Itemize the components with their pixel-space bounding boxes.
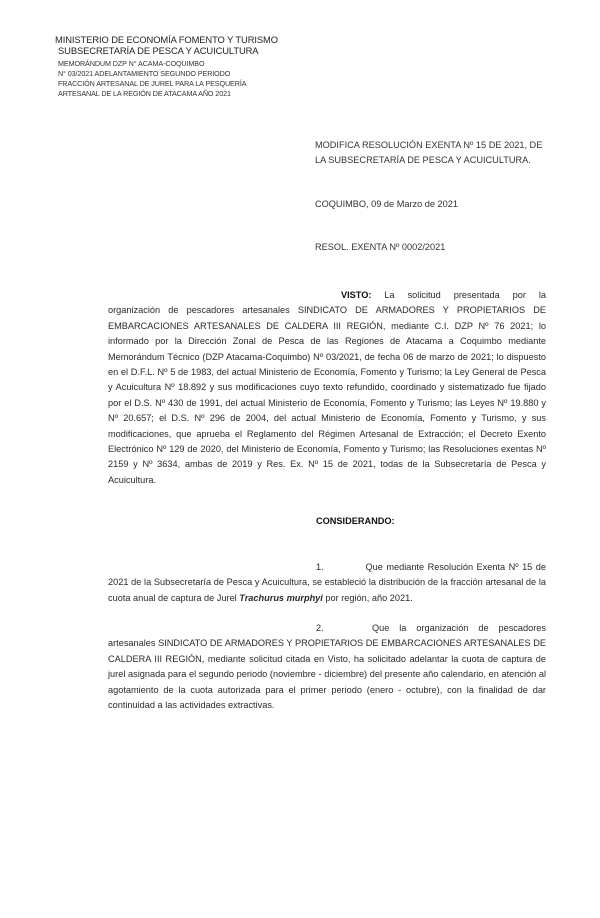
item-text: Que mediante Resolución Exenta Nº 15 de 2021 de la Subsecretaría de Pesca y Acuicultura, se estableció la distribución de la fracción artesanal de la cuota anual de captura de Jurel [108, 562, 546, 603]
visto-label: VISTO: [341, 290, 372, 300]
memo-line: MEMORÁNDUM DZP N° ACAMA-COQUIMBO [58, 59, 205, 68]
visto-text: La solicitud presentada por la organización de pescadores artesanales SINDICATO DE ARMADORES Y PROPIETARIOS DE EMBARCACIONES ARTESANALES DE CALDERA III REGIÓN, mediante C.I. DZP Nº 76 2021; lo informado por la Dirección Zonal de Pesca de las Regiones de Atacama a Coquimbo mediante Memorándum Técnico (DZP Atacama-Coquimbo) Nº 03/2021, de fecha 06 de marzo de 2021; lo dispuesto en el D.F.L. Nº 5 de 1983, del actual Ministerio de Economía, Fomento y Turismo; la Ley General de Pesca y Acuicultura Nº 18.892 y sus modificaciones cuyo texto refundido, coordinado y sistematizado fue fijado por el D.S. Nº 430 de 1991, del actual Ministerio de Economía, Fomento y Turismo; las Leyes Nº 19.880 y Nº 20.657; el D.S. Nº 296 de 2004, del actual Ministerio de Economía, Fomento y Turismo, y sus modificaciones, que aprueba el Reglamento del Régimen Artesanal de Extracción; el Decreto Exento Electrónico Nº 129 de 2020, del Ministerio de Economía, Fomento y Turismo; las Resoluciones exentas Nº 2159 y Nº 3634, ambas de 2019 y Res. Ex. Nº 15 de 2021, todas de la Subsecretaría de Pesca y Acuicultura. [108, 290, 546, 485]
item-number: 1. [316, 562, 324, 572]
considerando-heading: CONSIDERANDO: [316, 516, 395, 526]
item-text-end: por región, año 2021. [325, 592, 413, 603]
memo-line: ARTESANAL DE LA REGIÓN DE ATACAMA AÑO 2021 [58, 89, 231, 98]
visto-paragraph [108, 288, 546, 488]
memo-line: N° 03/2021 ADELANTAMIENTO SEGUNDO PERIODO [58, 69, 231, 78]
considerando-item-2 [108, 621, 546, 713]
memo-line: FRACCIÓN ARTESANAL DE JUREL PARA LA PESQUERÍA [58, 79, 247, 88]
letterhead [55, 34, 278, 99]
item-number: 2. [316, 623, 324, 633]
resolution-number: RESOL. EXENTA Nº 0002/2021 [315, 242, 446, 252]
considerando-item-1 [108, 560, 546, 606]
ministry-name: MINISTERIO DE ECONOMÍA FOMENTO Y TURISMO [55, 34, 278, 45]
place-date: COQUIMBO, 09 de Marzo de 2021 [315, 199, 458, 209]
subsecretaria-name: SUBSECRETARÍA DE PESCA Y ACUICULTURA [58, 45, 259, 56]
resolution-subject: MODIFICA RESOLUCIÓN EXENTA Nº 15 DE 2021, DE LA SUBSECRETARÍA DE PESCA Y ACUICULTURA. [315, 140, 543, 165]
species-name: Trachurus murphyi [239, 592, 323, 603]
memo-reference [55, 59, 255, 99]
item-text: Que la organización de pescadores artesanales SINDICATO DE ARMADORES Y PROPIETARIOS DE EMBARCACIONES ARTESANALES DE CALDERA III REGIÓN, mediante solicitud citada en Visto, ha solicitado adelantar la cuota de captura de jurel asignada para el segundo periodo (noviembre - diciembre) del presente año calendario, en atención al agotamiento de la cuota autorizada para el primer periodo (enero - octubre), con la finalidad de dar continuidad a las actividades extractivas. [108, 623, 546, 711]
